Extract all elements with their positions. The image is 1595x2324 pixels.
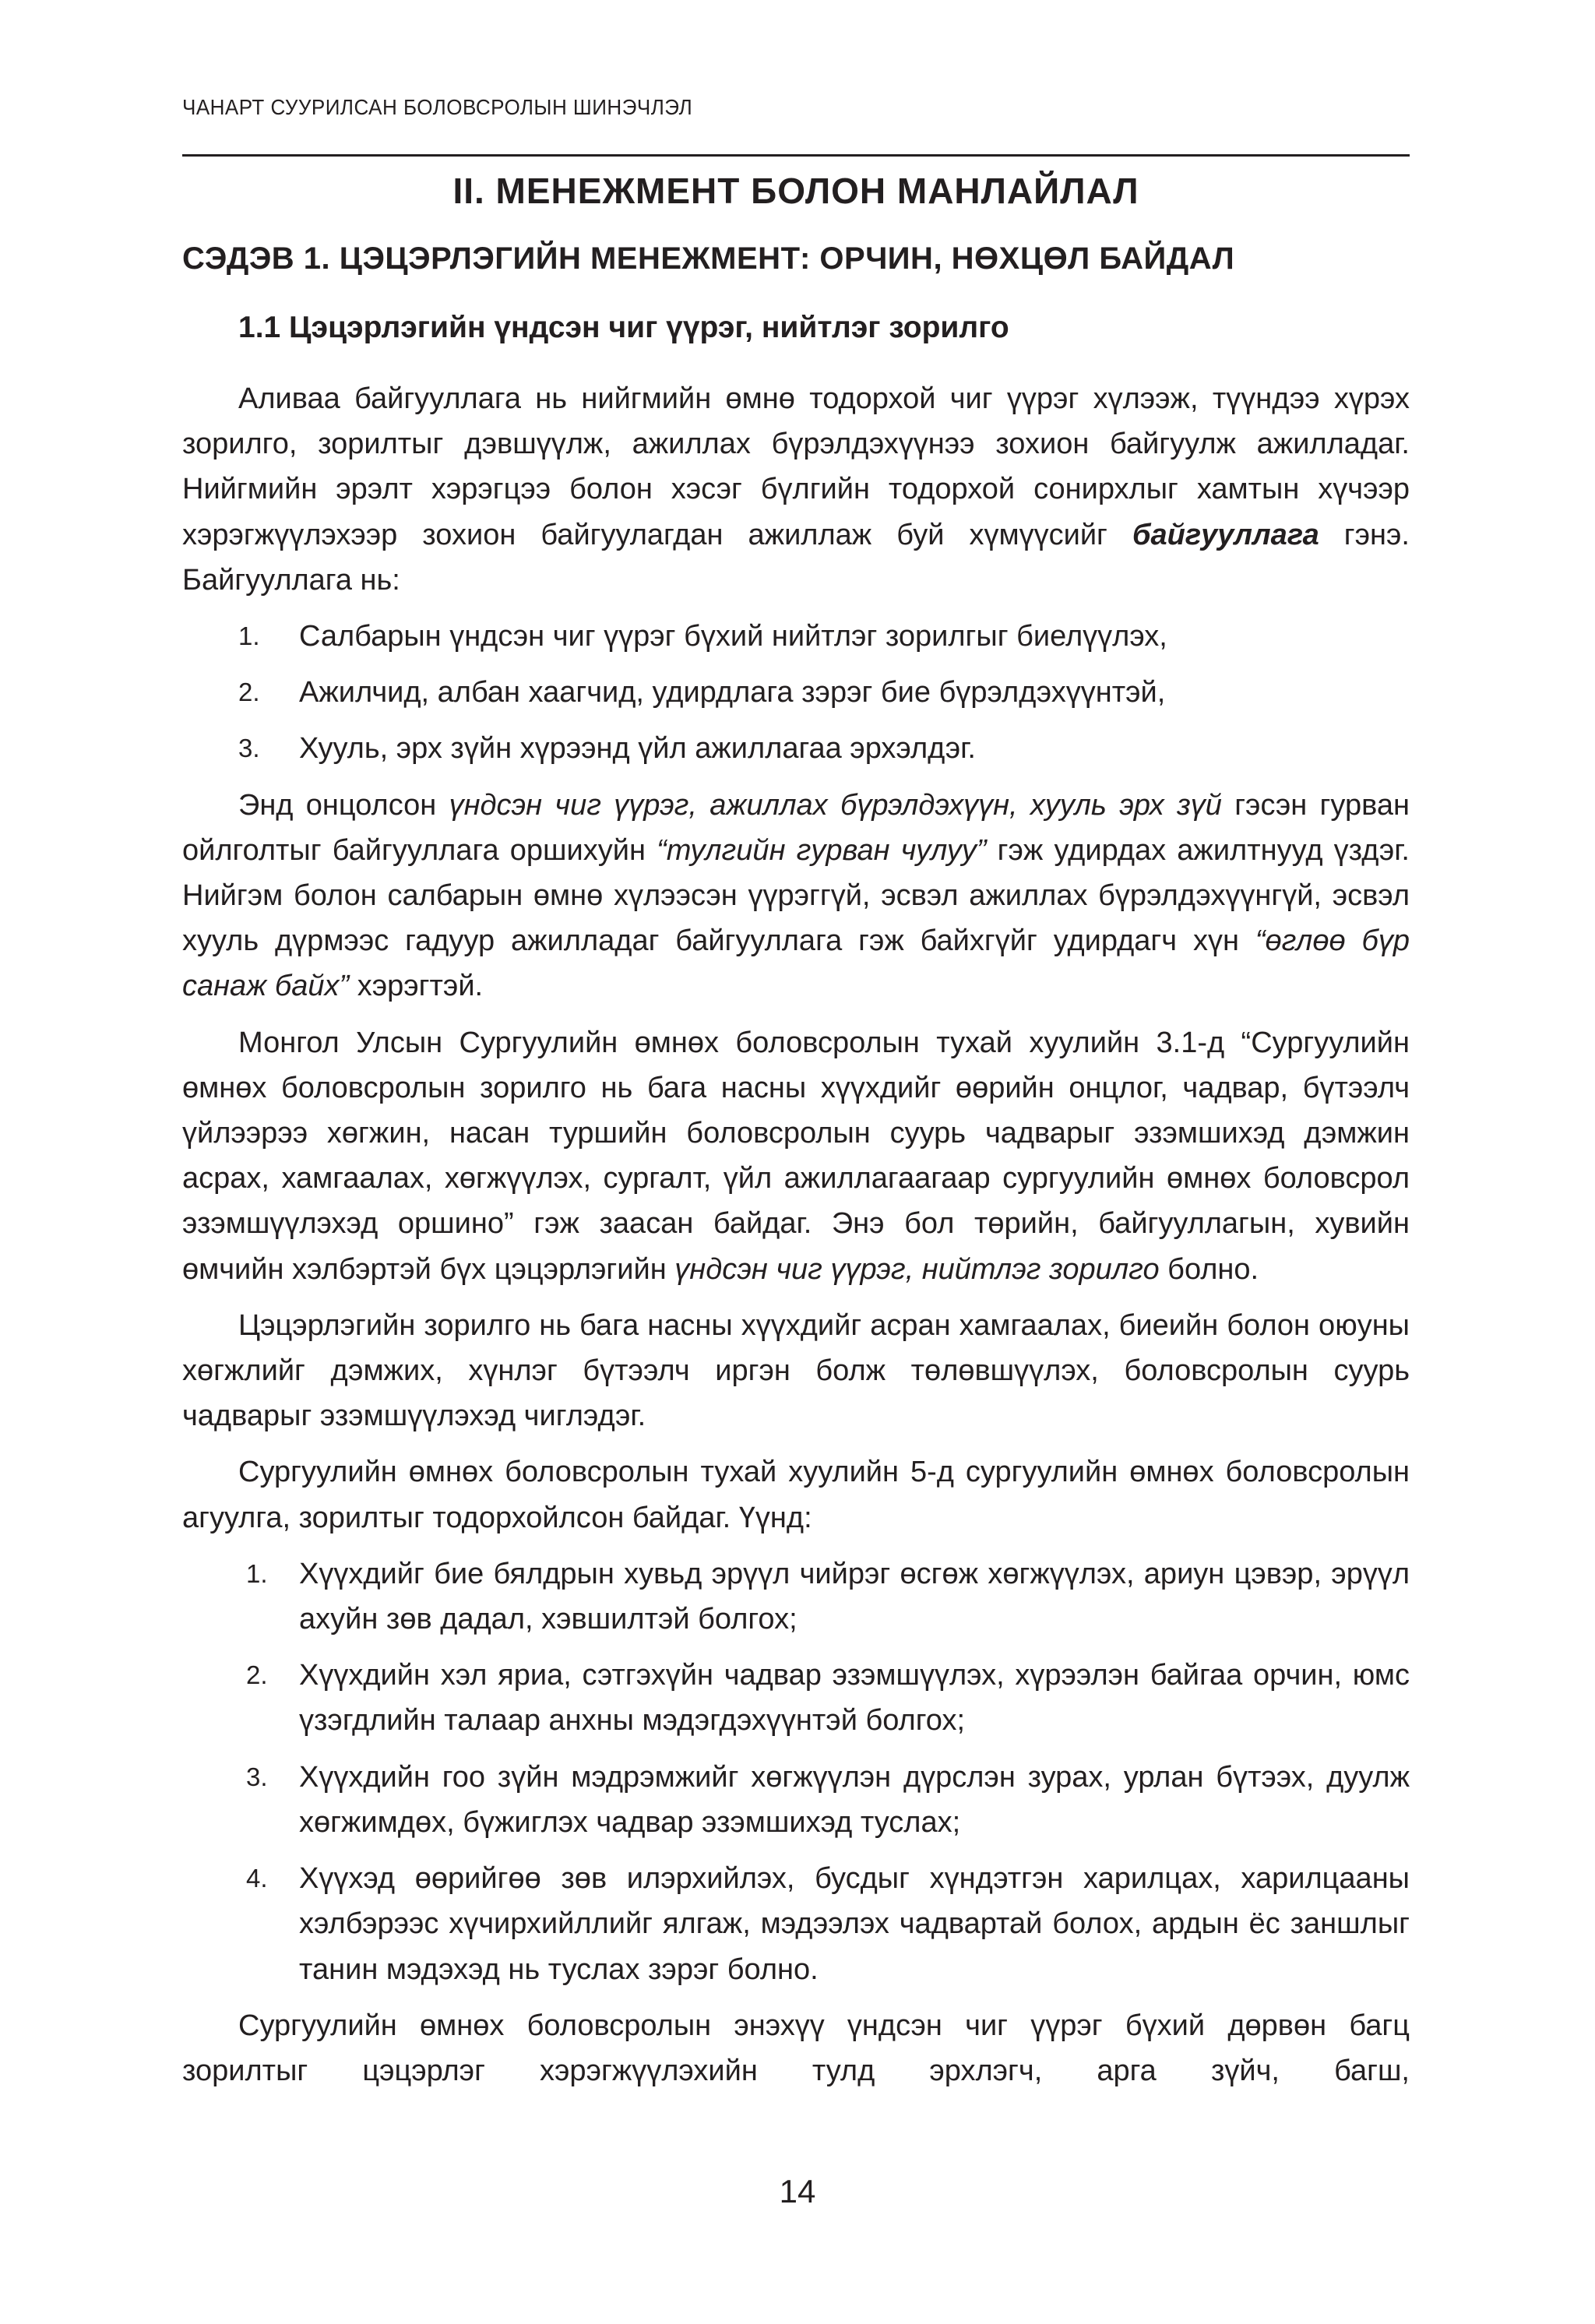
list-number: 3. <box>238 734 260 763</box>
emphasis-text: “тулгийн гурван чулуу” <box>657 833 987 867</box>
list-item <box>182 1653 1410 1743</box>
list-number: 1. <box>238 621 260 651</box>
paragraph-text: гэж удирдах ажилтнууд үздэг. Нийгэм болон салбарын өмнө хүлээсэн үүрэггүй, эсвэл ажиллах бүрэлдэхүүнгүй, эсвэл хууль дүрмээс гадуур ажилладаг байгууллага гэж байхгүйг удирдагч хүн <box>182 833 1410 958</box>
list-item-text: Хүүхдийн гоо зүйн мэдрэмжийг хөгжүүлэн дүрслэн зурах, урлан бүтээх, дуулж хөгжимдөх, бүжиглэх чадвар эзэмшихэд туслах; <box>299 1760 1410 1839</box>
header-divider <box>182 154 1410 157</box>
list-item-text: Салбарын үндсэн чиг үүрэг бүхий нийтлэг зорилгыг биелүүлэх, <box>299 620 1167 653</box>
emphasis-text: “өглөө бүр санаж байх” <box>182 924 1410 1003</box>
list-number: 3. <box>246 1762 268 1791</box>
organization-features-list <box>182 614 1410 772</box>
paragraph-law-quote <box>182 1020 1410 1292</box>
part-title: II. МЕНЕЖМЕНТ БОЛОН МАНЛАЙЛАЛ <box>452 171 1139 211</box>
paragraph-text: Энд онцолсон <box>238 788 449 822</box>
list-item-text: Хүүхэд өөрийгөө зөв илэрхийлэх, бусдыг хүндэтгэн харилцах, харилцааны хэлбэрээс хүчирхийллийг ялгаж, мэдээлэх чадвартай болох, ардын ёс заншлыг танин мэдэхэд нь туслах зэрэг болно. <box>299 1862 1410 1986</box>
page-content <box>182 170 1410 2093</box>
list-item <box>182 1551 1410 1642</box>
paragraph-continuation: Сургуулийн өмнөх боловсролын энэхүү үндсэн чиг үүрэг бүхий дөрвөн багц зорилтыг цэцэрлэг хэрэгжүүлэхийн тулд эрхлэгч, арга зүйч, багш, <box>182 2009 1410 2087</box>
defined-term: байгууллага <box>1132 518 1319 551</box>
list-item <box>182 726 1410 771</box>
list-number: 1. <box>246 1558 268 1588</box>
list-item-text: Хууль, эрх зүйн хүрээнд үйл ажиллагаа эрхэлдэг. <box>299 732 976 766</box>
paragraph-text: Аливаа байгууллага нь нийгмийн өмнө тодорхой чиг үүрэг хүлээж, түүндээ хүрэх зорилго, зорилтыг дэвшүүлж, ажиллах бүрэлдэхүүнээ зохион байгуулж ажилладаг. Нийгмийн эрэлт хэрэгцээ болон хэсэг бүлгийн тодорхой сонирхлыг хамтын хүчээр хэрэгжүүлэхээр зохион байгуулагдан ажиллаж буй хүмүүсийг <box>182 382 1410 551</box>
list-item <box>182 670 1410 715</box>
page-number: 14 <box>779 2173 816 2210</box>
list-number: 4. <box>246 1864 268 1893</box>
preschool-objectives-list <box>182 1551 1410 1992</box>
list-item <box>182 1755 1410 1845</box>
paragraph-three-pillars <box>182 783 1410 1009</box>
list-item-text: Хүүхдийн хэл яриа, сэтгэхүйн чадвар эзэмшүүлэх, хүрээлэн байгаа орчин, юмс үзэгдлийн талаар анхны мэдэгдэхүүнтэй болгох; <box>299 1659 1410 1738</box>
paragraph-kindergarten-goal: Цэцэрлэгийн зорилго нь бага насны хүүхдийг асран хамгаалах, биеийн болон оюуны хөгжлийг дэмжих, хүнлэг бүтээлч иргэн болж төлөвшүүлэх, боловсролын суурь чадварыг эзэмшүүлэхэд чиглэдэг. <box>182 1308 1410 1433</box>
paragraph-text: болно. <box>1159 1252 1259 1286</box>
emphasis-text: үндсэн чиг үүрэг, нийтлэг зорилго <box>674 1252 1160 1286</box>
list-number: 2. <box>246 1660 268 1690</box>
section-title: 1.1 Цэцэрлэгийн үндсэн чиг үүрэг, нийтлэг зорилго <box>238 311 1009 344</box>
running-header: ЧАНАРТ СУУРИЛСАН БОЛОВСРОЛЫН ШИНЭЧЛЭЛ <box>182 95 693 119</box>
list-item <box>182 1856 1410 1992</box>
paragraph-law-article-5: Сургуулийн өмнөх боловсролын тухай хуулийн 5-д сургуулийн өмнөх боловсролын агуулга, зорилтыг тодорхойлсон байдаг. Үүнд: <box>182 1456 1410 1534</box>
paragraph-text: хэрэгтэй. <box>349 970 484 1003</box>
paragraph-text: Монгол Улсын Сургуулийн өмнөх боловсролын тухай хуулийн 3.1-д “Сургуулийн өмнөх боловсролын зорилго нь бага насны хүүхдийг өөрийн онцлог, чадвар, бүтээлч үйлээрээ хөгжин, насан туршийн боловсролын суурь чадварыг эзэмшихэд дэмжин асрах, хамгаалах, хөгжүүлэх, сургалт, үйл ажиллагаагаар сургуулийн өмнөх боловсрол эзэмшүүлэхэд оршино” гэж заасан байдаг. Энэ бол төрийн, байгууллагын, хувийн өмчийн хэлбэртэй бүх цэцэрлэгийн <box>182 1026 1410 1286</box>
paragraph-text: гэнэ. Байгууллага нь: <box>182 518 1410 597</box>
list-item-text: Ажилчид, албан хаагчид, удирдлага зэрэг бие бүрэлдэхүүнтэй, <box>299 676 1166 710</box>
paragraph-text: гэсэн гурван ойлголтыг байгууллага оршихуйн <box>182 788 1410 867</box>
emphasis-text: үндсэн чиг үүрэг, ажиллах бүрэлдэхүүн, хууль эрх зүй <box>449 788 1222 822</box>
topic-title: СЭДЭВ 1. ЦЭЦЭРЛЭГИЙН МЕНЕЖМЕНТ: ОРЧИН, НӨХЦӨЛ БАЙДАЛ <box>182 241 1235 276</box>
paragraph-organization-definition <box>182 376 1410 603</box>
list-item-text: Хүүхдийг бие бялдрын хувьд эрүүл чийрэг өсгөж хөгжүүлэх, ариун цэвэр, эрүүл ахуйн зөв дадал, хэвшилтэй болгох; <box>299 1557 1410 1636</box>
list-item <box>182 614 1410 659</box>
list-number: 2. <box>238 678 260 707</box>
